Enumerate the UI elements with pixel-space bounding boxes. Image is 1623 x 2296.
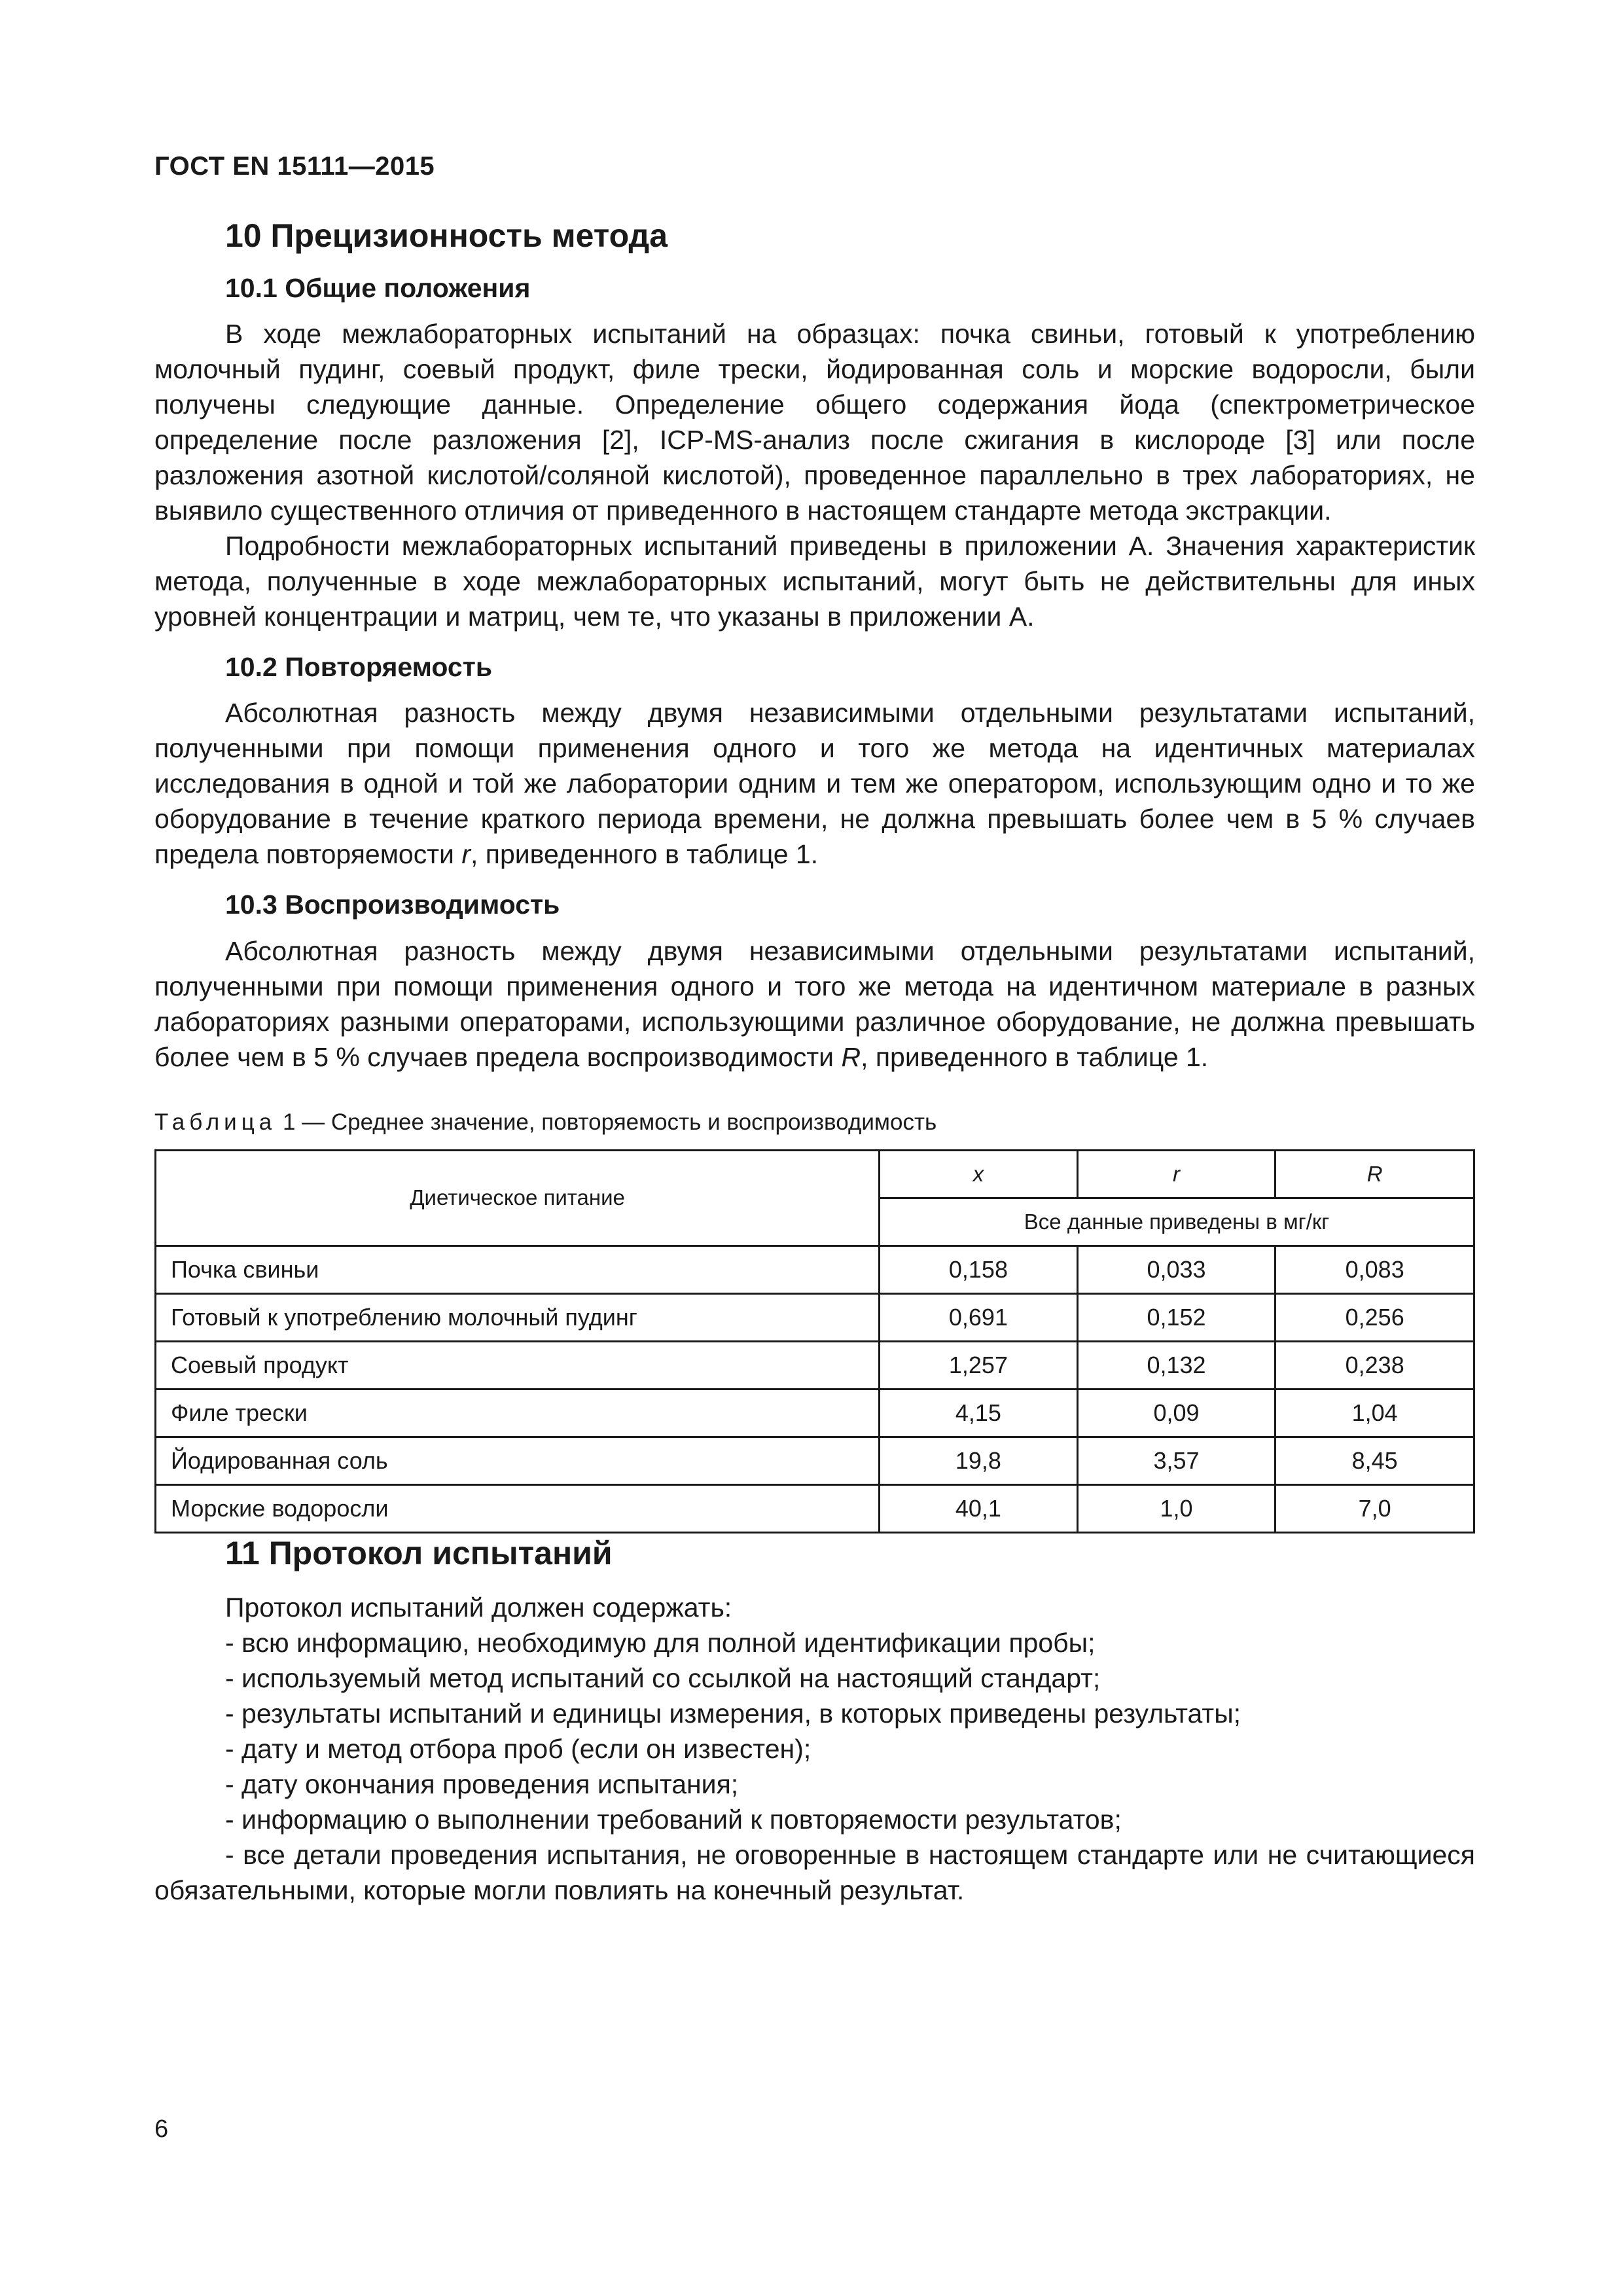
row-name: Готовый к употреблению молочный пудинг: [156, 1293, 880, 1341]
cell-x: 0,691: [880, 1293, 1078, 1341]
cell-r: 0,033: [1077, 1246, 1275, 1293]
header-units: Все данные приведены в мг/кг: [880, 1198, 1474, 1246]
table-row: [156, 1246, 1474, 1293]
paragraph-10-2: [154, 695, 1475, 872]
cell-r: 0,09: [1077, 1389, 1275, 1437]
cell-R: 1,04: [1275, 1389, 1474, 1437]
cell-r: 0,152: [1077, 1293, 1275, 1341]
list-item: - используемый метод испытаний со ссылкой на настоящий стандарт;: [225, 1662, 1101, 1693]
header-r: r: [1077, 1150, 1275, 1198]
protocol-list: [154, 1590, 1475, 1908]
section-10-title: 10 Прецизионность метода: [225, 217, 668, 254]
paragraph-10-2-tail: , приведенного в таблице 1.: [470, 839, 819, 870]
table-row: [156, 1437, 1474, 1484]
row-name: Йодированная соль: [156, 1437, 880, 1484]
header-R: R: [1275, 1150, 1474, 1198]
paragraph-10-1-b: Подробности межлабораторных испытаний приведены в приложении А. Значения характеристик метода, полученные в ходе межлабораторных испытаний, могут быть не действительны для иных уровней концентрации и матриц, чем те, что указаны в приложении А.: [154, 531, 1475, 632]
variable-r: r: [461, 839, 471, 870]
paragraph-10-3: [154, 933, 1475, 1075]
table-row: [156, 1389, 1474, 1437]
section-11-title: 11 Протокол испытаний: [225, 1534, 613, 1571]
list-item: - результаты испытаний и единицы измерения, в которых приведены результаты;: [225, 1698, 1241, 1729]
cell-R: 7,0: [1275, 1484, 1474, 1532]
cell-r: 1,0: [1077, 1484, 1275, 1532]
table-caption-word: Таблица: [154, 1109, 277, 1135]
list-item: - дату и метод отбора проб (если он известен);: [225, 1733, 812, 1764]
document-header: ГОСТ EN 15111—2015: [154, 152, 435, 181]
table-row: [156, 1484, 1474, 1532]
cell-x: 19,8: [880, 1437, 1078, 1484]
cell-x: 1,257: [880, 1341, 1078, 1389]
row-name: Филе трески: [156, 1389, 880, 1437]
table-caption-text: 1 — Среднее значение, повторяемость и воспроизводимость: [276, 1109, 937, 1135]
variable-R: R: [841, 1041, 861, 1072]
cell-R: 0,256: [1275, 1293, 1474, 1341]
table-row: [156, 1341, 1474, 1389]
subsection-10-3-title: 10.3 Воспроизводимость: [225, 889, 560, 920]
list-item: - дату окончания проведения испытания;: [225, 1768, 739, 1799]
page-content: [154, 216, 1475, 1908]
cell-R: 0,238: [1275, 1341, 1474, 1389]
row-name: Морские водоросли: [156, 1484, 880, 1532]
paragraph-10-3-text: Абсолютная разность между двумя независимыми отдельными результатами испытаний, полученными при помощи применения одного и того же метода на идентичном материале в разных лабораториях разными операторами, использующими различное оборудование, не должна превышать более чем в 5 % случаев предела воспроизводимости: [154, 935, 1475, 1072]
cell-r: 3,57: [1077, 1437, 1275, 1484]
list-item: - всю информацию, необходимую для полной идентификации пробы;: [225, 1627, 1096, 1658]
header-x: x: [880, 1150, 1078, 1198]
paragraph-10-3-tail: , приведенного в таблице 1.: [861, 1041, 1209, 1072]
data-table: [154, 1149, 1475, 1534]
subsection-10-1-title: 10.1 Общие положения: [225, 273, 531, 303]
list-item: - информацию о выполнении требований к повторяемости результатов;: [225, 1804, 1122, 1835]
table-caption: [154, 1109, 1475, 1136]
table-row: [156, 1293, 1474, 1341]
subsection-10-2-title: 10.2 Повторяемость: [225, 652, 493, 683]
paragraph-10-2-text: Абсолютная разность между двумя независимыми отдельными результатами испытаний, полученными при помощи применения одного и того же метода на идентичных материалах исследования в одной и той же лаборатории одним и тем же оператором, использующим одно и то же оборудование в течение краткого периода времени, не должна превышать более чем в 5 % случаев предела повторяемости: [154, 698, 1475, 870]
page-number: 6: [154, 2115, 169, 2143]
cell-x: 40,1: [880, 1484, 1078, 1532]
cell-R: 8,45: [1275, 1437, 1474, 1484]
paragraph-10-1-a: В ходе межлабораторных испытаний на образцах: почка свиньи, готовый к употреблению молочный пудинг, соевый продукт, филе трески, йодированная соль и морские водоросли, были получены следующие данные. Определение общего содержания йода (спектрометрическое определение после разложения [2], ICP-MS-анализ после сжигания в кислороде [3] или после разложения азотной кислотой/соляной кислотой), проведенное параллельно в трех лабораториях, не выявило существенного отличия от приведенного в настоящем стандарте метода экстракции.: [154, 319, 1475, 526]
cell-r: 0,132: [1077, 1341, 1275, 1389]
protocol-lead: Протокол испытаний должен содержать:: [225, 1592, 732, 1623]
row-name: Почка свиньи: [156, 1246, 880, 1293]
cell-R: 0,083: [1275, 1246, 1474, 1293]
row-name: Соевый продукт: [156, 1341, 880, 1389]
cell-x: 0,158: [880, 1246, 1078, 1293]
cell-x: 4,15: [880, 1389, 1078, 1437]
header-food: Диетическое питание: [156, 1150, 880, 1246]
list-item: - все детали проведения испытания, не оговоренные в настоящем стандарте или не считающиеся обязательными, которые могли повлиять на конечный результат.: [154, 1839, 1475, 1905]
